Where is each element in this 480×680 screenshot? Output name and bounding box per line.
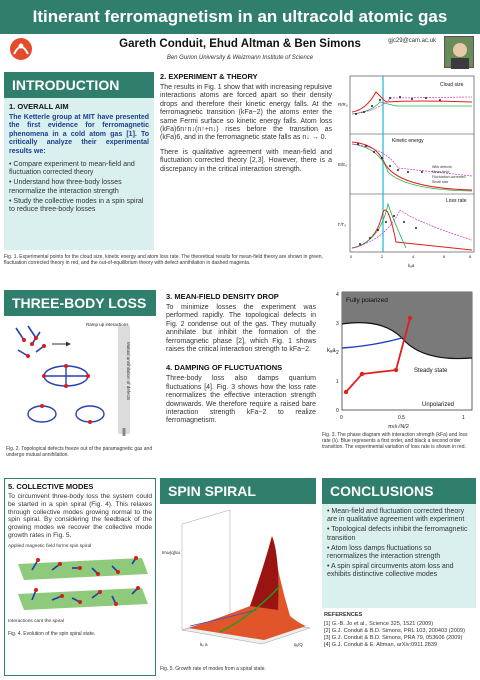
y-tick: 1 [336, 379, 339, 385]
fig1-caption: Fig. 1. Experimental points for the cloud size, kinetic energy and atom loss rate. The theoretical results for mean-field theory are shown in green, fluctuation corrected theory in red, and the out-of-equilibrium theory with defect annihilation in dashed magenta. [4, 254, 323, 266]
region-label: Fully polarized [346, 297, 388, 304]
three-body-heading: THREE-BODY LOSS [4, 290, 156, 316]
panel-label: Cloud size [440, 82, 464, 88]
x-tick: 4 [412, 254, 415, 259]
spiral-label-top: Applied magnetic field forms spin spiral [8, 543, 92, 549]
x-tick: 8 [469, 254, 472, 259]
spin-spiral-heading: SPIN SPIRAL [160, 478, 316, 504]
k-axis-label: kᵧ a [200, 642, 208, 647]
ramp-label: Ramp up interactions [86, 322, 129, 327]
damping-title: 4. DAMPING OF FLUCTUATIONS [166, 363, 283, 373]
intro-heading: INTRODUCTION [4, 72, 154, 98]
z-axis-label: Imω(q)/εᴀ [162, 550, 181, 555]
legend-entry: Mean-field [432, 170, 449, 174]
legend-entry: With defects [432, 165, 452, 169]
conclusion-bullet: • A spin spiral circumvents atom loss and exhibits distinctive collective modes [327, 563, 454, 579]
legend-entry: Fluctuation corrected [432, 175, 466, 179]
collective-box [4, 478, 156, 676]
reference-item: [2] G.J. Conduit & B.D. Simons, PRL 103, 200403 (2009) [324, 628, 465, 634]
affiliation: Ben Gurion University & Weizmann Institute of Science [166, 55, 314, 61]
conclusions-box [322, 504, 476, 608]
annihilation-label: Mutual annihilation of defects [126, 342, 131, 401]
y-tick: 3 [336, 321, 339, 327]
exp-title: 2. EXPERIMENT & THEORY [160, 72, 258, 81]
damping-text: Three-body loss also damps quantum fluctuations [4]. Fig. 3 shows how the loss rate renormalizes the effective interaction strength downwards. We therefore require a raised bare interaction strength kFa~2 to realize ferromagnetism. [166, 375, 316, 425]
y-tick: 2 [336, 350, 339, 356]
exp-text-2: There is qualitative agreement with mean-field and fluctuation corrected theory [2,3]. However, there is a discrepancy in the critical interaction strength. [160, 148, 332, 173]
fig2-caption: Fig. 2. Topological defects freeze out of the paramagnetic gas and undergo mutual annihilation. [6, 446, 153, 458]
y-axis-label: R/R₀ [338, 102, 348, 107]
region-label: Steady state [414, 368, 448, 374]
reference-item: [1] G.-B. Jo et al., Science 325, 1521 (2009) [324, 621, 434, 627]
x-tick: 0 [350, 254, 353, 259]
legend-entry: Small size [432, 180, 449, 184]
fig2-defects [6, 318, 156, 444]
mf-title: 3. MEAN-FIELD DENSITY DROP [166, 292, 279, 301]
x-tick: 2 [381, 254, 384, 259]
collective-text: To circumvent three-body loss the system could be started in a spin spiral (Fig. 4). This relaxes through collective modes growing normal to the spin spiral. By considering the feedback of the growing modes we recover the collective mode growth rates in Fig. 5. [8, 493, 152, 539]
fig5-caption: Fig. 5. Growth rate of modes from a spiral state. [160, 666, 266, 672]
collective-title: 5. COLLECTIVE MODES [8, 482, 94, 491]
email[interactable]: gjc29@cam.ac.uk [388, 38, 436, 44]
exp-text-1: The results in Fig. 1 show that with increasing repulsive interactions atoms are forced apart so their density drops and therefore their kinetic energy falls. At the ferromagnetic transition (kFa~2) the atoms enter the same Fermi surface so kinetic energy falls. Atom loss (kFa)6n↑n↓(n↑+n↓) rises before the transition as (kFa)6, and in the ferromagnetic state falls as n↓ → 0. [160, 84, 332, 142]
x-tick: 6 [443, 254, 446, 259]
authors: Gareth Conduit, Ehud Altman & Ben Simons [119, 38, 361, 50]
intro-bullet: • Understand how three-body losses renormalize the interaction strength [9, 179, 122, 195]
x-tick: 1 [462, 415, 465, 421]
x-tick: 0.5 [398, 415, 405, 421]
panel-label: Kinetic energy [392, 138, 424, 144]
conclusions-heading: CONCLUSIONS [322, 478, 476, 504]
reference-item: [4] G.J. Conduit & E. Altman, arXiv:0911.2839 [324, 642, 438, 648]
fig4-caption: Fig. 4. Evolution of the spin spiral state. [8, 630, 96, 637]
x-axis-label: πνλ√N/2 [388, 424, 409, 430]
conclusion-bullet: • Atom loss damps fluctuations so renormalizes the interaction strength [327, 544, 441, 561]
fig3-caption: Fig. 3. The phase diagram with interaction strength (kFa) and loss rate (λ). Blue represents a first order, and black a second order transition. The experimental variation of loss rate is shown in red. [322, 432, 468, 450]
intro-bullet: • Study the collective modes in a spin spiral to reduce three-body losses [9, 197, 144, 214]
x-axis-label: kₐa [408, 263, 415, 268]
y-axis-label: E/E₀ [338, 162, 348, 167]
aim-text: The Ketterle group at MIT have presented the first evidence for ferromagnetic phenomena in a cold atom gas [1]. To critically analyze their experimental results we: [9, 114, 149, 155]
reference-item: [3] G.J. Conduit & B.D. Simons, PRA 79, 053606 (2009) [324, 635, 463, 641]
intro-bullet: • Compare experiment to mean-field and fluctuation corrected theory [9, 161, 135, 177]
panel-label: Loss rate [446, 198, 467, 204]
poster-title: Itinerant ferromagnetism in an ultracold atomic gas [0, 0, 480, 34]
references [324, 612, 476, 649]
fig5-growth-rate [160, 506, 316, 658]
q-axis-label: qᵧ/Q [294, 642, 303, 647]
aim-title: 1. OVERALL AIM [9, 102, 69, 111]
fig4-spin-spiral [8, 550, 152, 614]
x-tick: 0 [340, 415, 343, 421]
fig1-plot [336, 72, 476, 270]
fig3-phase-diagram [322, 288, 476, 430]
region-label: Unpolarized [422, 402, 455, 408]
mf-text: To minimize losses the experiment was performed rapidly. The topological defects in Fig. 2 condense out of the gas. They mutually annihilate but inhibit the formation of the ferromagnetic phase [2], which Fig. 1 shows raises the critical interaction strength to kFa~2. [166, 304, 316, 354]
y-tick: 0 [336, 408, 339, 414]
mf-section [166, 292, 316, 426]
experiment-section [160, 72, 332, 174]
y-tick: 4 [336, 292, 339, 298]
conclusion-bullet: • Topological defects inhibit the ferromagnetic transition [327, 526, 468, 542]
spiral-label-bottom: Interactions cant the spiral [8, 618, 64, 624]
y-axis-label: Γ/Γ₀ [338, 222, 347, 227]
refs-title: REFERENCES [324, 612, 363, 618]
conclusion-bullet: • Mean-field and fluctuation corrected theory are in qualitative agreement with experiment [327, 508, 465, 524]
author-photo [444, 36, 474, 68]
y-axis-label: kₐa [327, 348, 336, 354]
intro-box [4, 98, 154, 250]
